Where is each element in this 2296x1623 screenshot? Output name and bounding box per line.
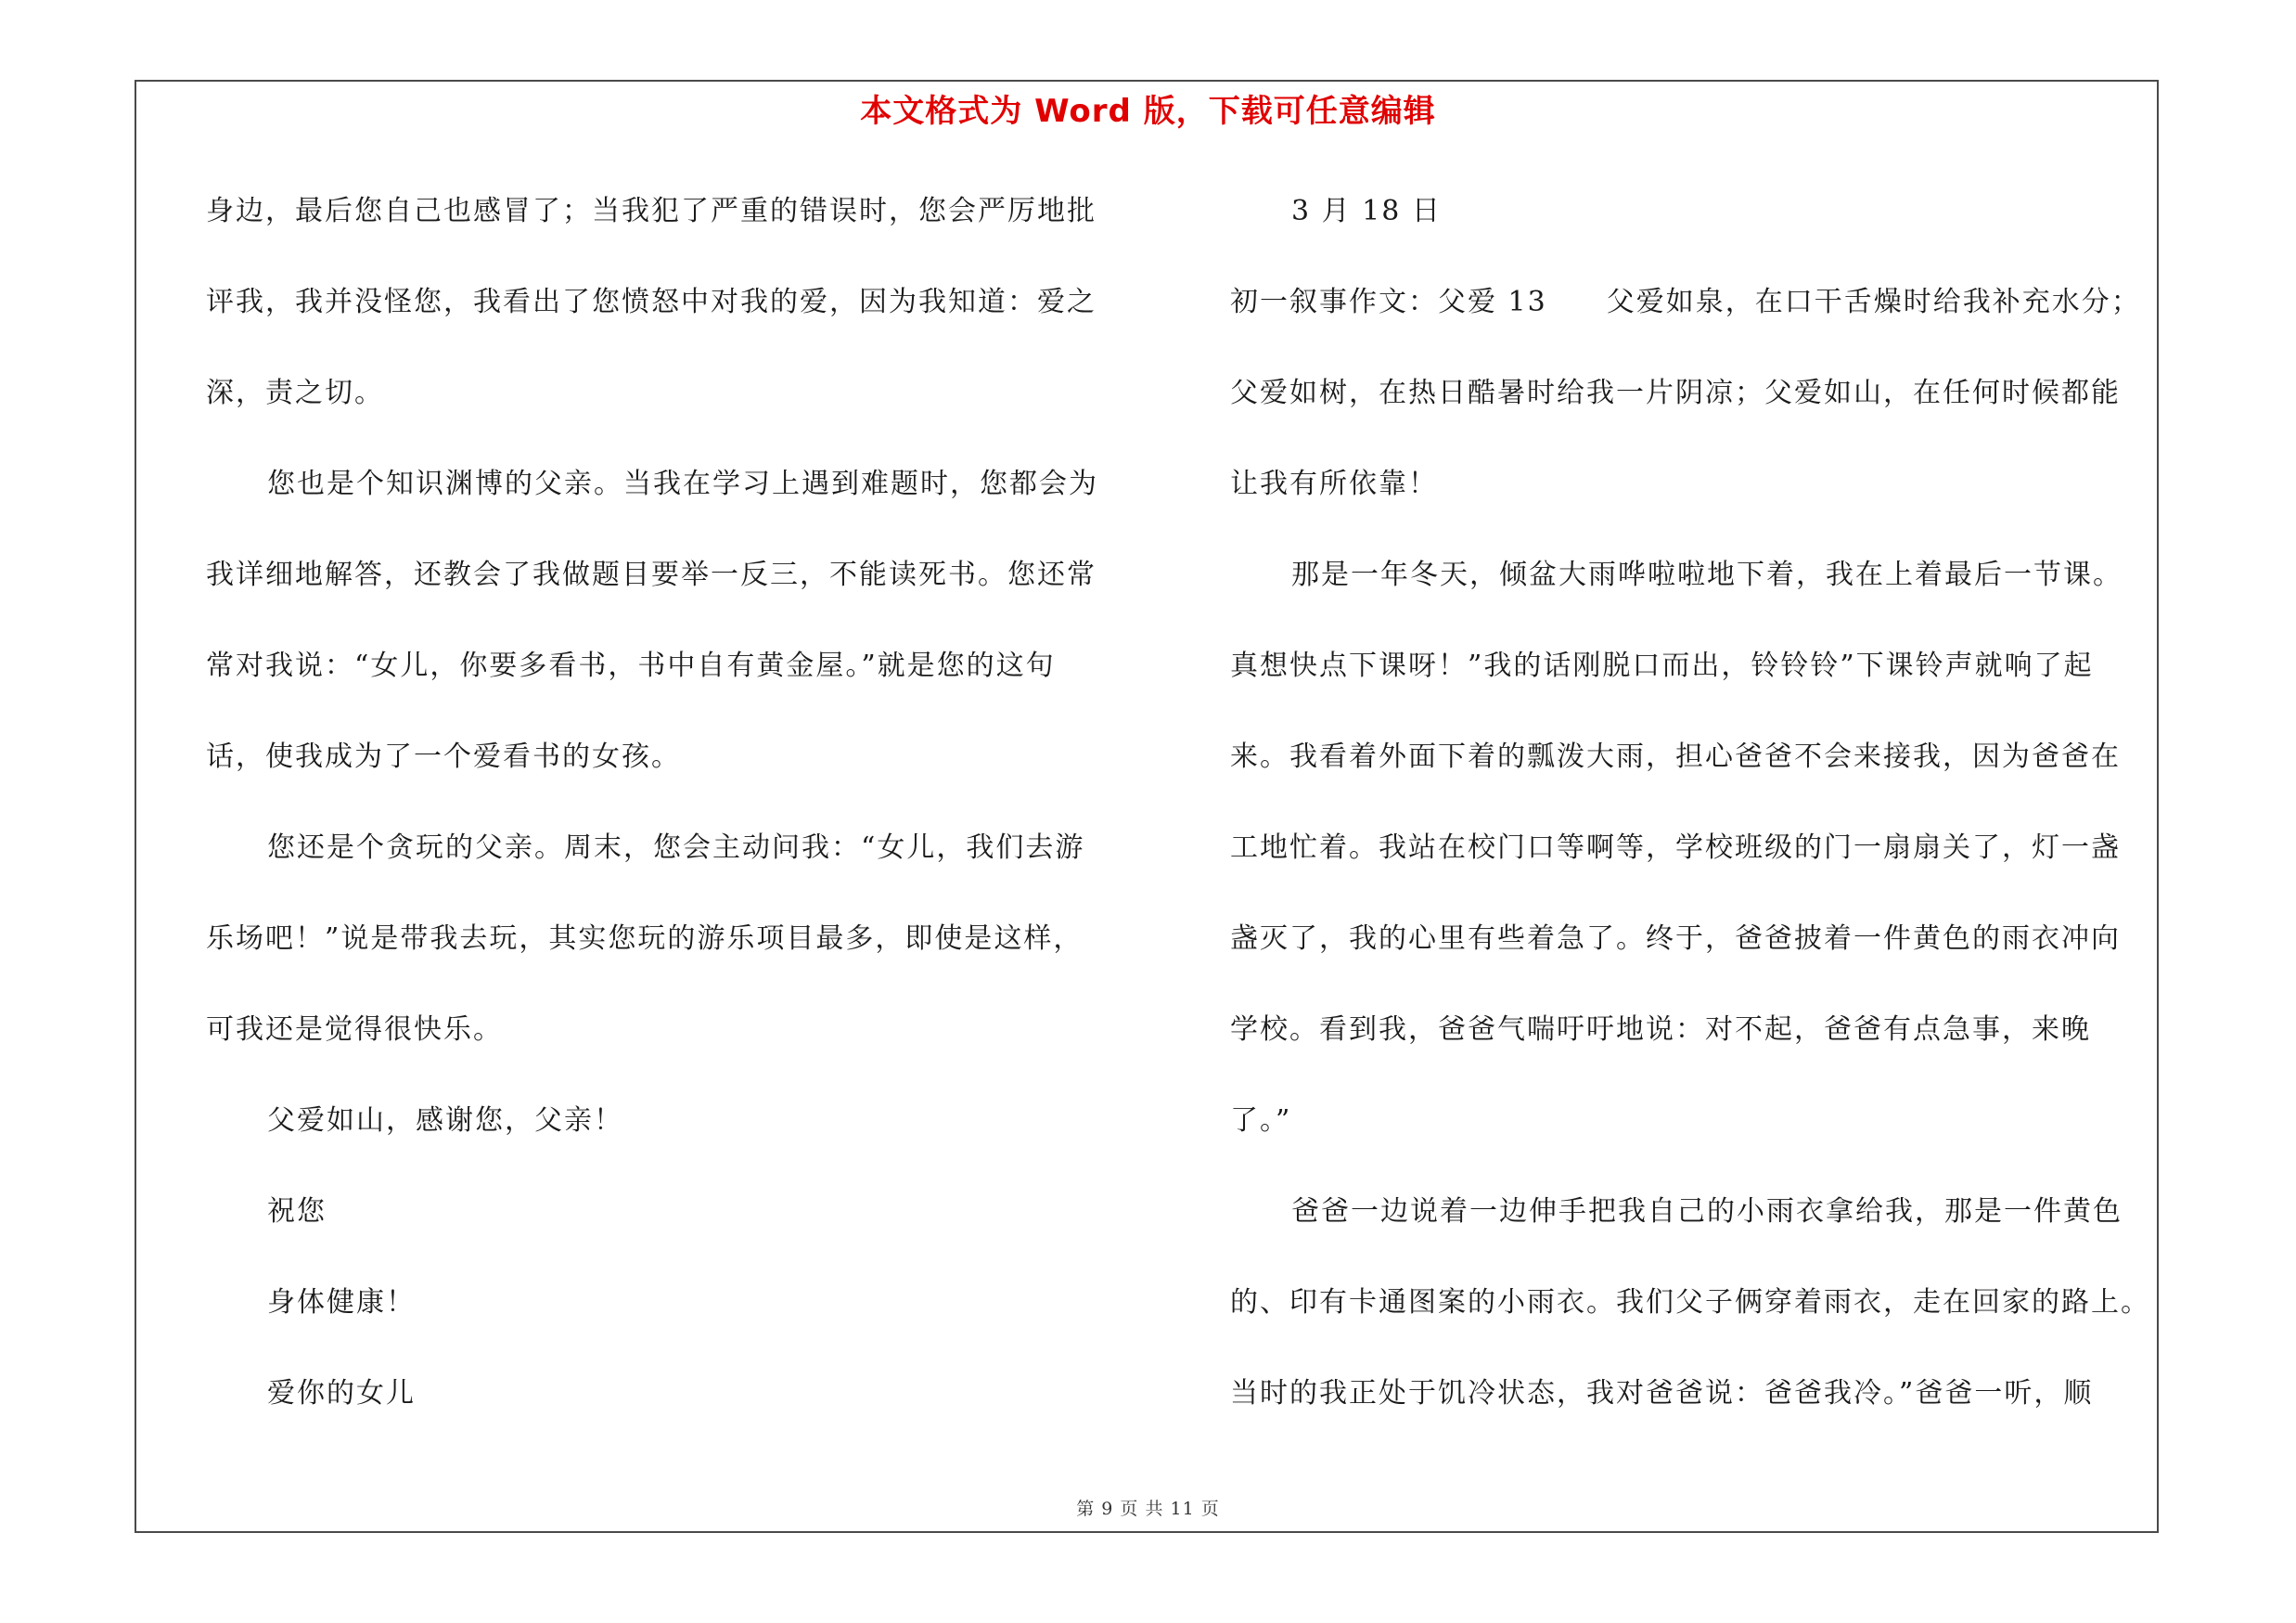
left-line-3: 深，责之切。 bbox=[206, 377, 384, 409]
left-column bbox=[206, 182, 1143, 1455]
right-line-11: 了。” bbox=[1230, 1104, 1292, 1137]
left-line-9: 乐场吧！”说是带我去玩，其实您玩的游乐项目最多，即使是这样， bbox=[206, 922, 1084, 955]
footer-prefix: 第 bbox=[1076, 1499, 1096, 1519]
right-line-3: 父爱如树，在热日酷暑时给我一片阴凉；父爱如山，在任何时候都能 bbox=[1230, 377, 2121, 409]
left-line-5: 我详细地解答，还教会了我做题目要举一反三，不能读死书。您还常 bbox=[206, 559, 1097, 591]
right-line-6: 真想快点下课呀！”我的话刚脱口而出，铃铃铃”下课铃声就响了起 bbox=[1230, 650, 2094, 682]
footer-current-page: 9 bbox=[1101, 1499, 1114, 1519]
format-banner: 本文格式为 Word 版，下载可任意编辑 bbox=[860, 93, 1436, 130]
left-line-6: 常对我说：“女儿，你要多看书，书中自有黄金屋。”就是您的这句 bbox=[206, 650, 1056, 682]
right-line-8: 工地忙着。我站在校门口等啊等，学校班级的门一扇扇关了，灯一盏 bbox=[1230, 831, 2121, 864]
right-line-2: 初一叙事作文：父爱 13 父爱如泉，在口干舌燥时给我补充水分； bbox=[1230, 286, 2141, 318]
page-footer bbox=[0, 1495, 2296, 1520]
left-line-1: 身边，最后您自己也感冒了；当我犯了严重的错误时，您会严厉地批 bbox=[206, 195, 1097, 227]
right-line-14: 当时的我正处于饥冷状态，我对爸爸说：爸爸我冷。”爸爸一听，顺 bbox=[1230, 1377, 2094, 1410]
footer-middle: 页 共 bbox=[1120, 1499, 1164, 1519]
footer-total-pages: 11 bbox=[1170, 1499, 1195, 1519]
left-line-8: 您还是个贪玩的父亲。周末，您会主动问我：“女儿，我们去游 bbox=[267, 831, 1085, 864]
left-line-4: 您也是个知识渊博的父亲。当我在学习上遇到难题时，您都会为 bbox=[267, 468, 1098, 500]
left-line-10: 可我还是觉得很快乐。 bbox=[206, 1013, 503, 1046]
left-line-14: 爱你的女儿 bbox=[267, 1377, 416, 1410]
left-line-11: 父爱如山，感谢您，父亲！ bbox=[267, 1104, 623, 1137]
left-line-12: 祝您 bbox=[267, 1195, 327, 1228]
left-line-13: 身体健康！ bbox=[267, 1286, 416, 1319]
left-line-7: 话，使我成为了一个爱看书的女孩。 bbox=[206, 741, 681, 773]
right-column bbox=[1230, 182, 2167, 1455]
right-line-5: 那是一年冬天，倾盆大雨哗啦啦地下着，我在上着最后一节课。 bbox=[1291, 559, 2123, 591]
right-line-13: 的、印有卡通图案的小雨衣。我们父子俩穿着雨衣，走在回家的路上。 bbox=[1230, 1286, 2150, 1319]
footer-suffix: 页 bbox=[1200, 1499, 1220, 1519]
right-line-9: 盏灭了，我的心里有些着急了。终于，爸爸披着一件黄色的雨衣冲向 bbox=[1230, 922, 2121, 955]
right-line-1: 3 月 18 日 bbox=[1291, 195, 1442, 227]
right-line-10: 学校。看到我，爸爸气喘吁吁地说：对不起，爸爸有点急事，来晚 bbox=[1230, 1013, 2091, 1046]
left-line-2: 评我，我并没怪您，我看出了您愤怒中对我的爱，因为我知道：爱之 bbox=[206, 286, 1097, 318]
right-line-7: 来。我看着外面下着的瓢泼大雨，担心爸爸不会来接我，因为爸爸在 bbox=[1230, 741, 2121, 773]
right-line-4: 让我有所依靠！ bbox=[1230, 468, 1438, 500]
right-line-12: 爸爸一边说着一边伸手把我自己的小雨衣拿给我，那是一件黄色 bbox=[1291, 1195, 2123, 1228]
